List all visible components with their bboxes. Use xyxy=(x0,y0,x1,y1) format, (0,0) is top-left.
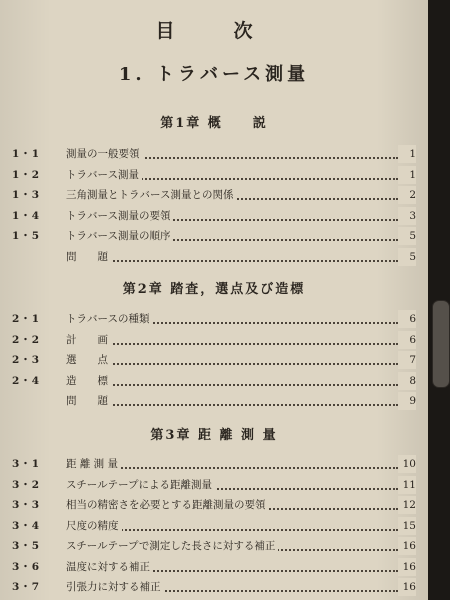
toc-entry xyxy=(12,496,416,514)
toc-entry xyxy=(12,392,416,410)
dot-leader xyxy=(66,260,398,262)
section-title: トラバース測量 xyxy=(66,166,142,184)
toc-entry xyxy=(12,517,416,535)
chapter-heading: 第1章 概 説 xyxy=(160,116,268,131)
section-title: スチールテープで測定した長さに対する補正 xyxy=(66,537,278,555)
page-number: 7 xyxy=(398,351,416,369)
toc-entry xyxy=(12,227,416,245)
toc-entry xyxy=(12,476,416,494)
page-number: 16 xyxy=(398,537,416,555)
section-title: スチールテープによる距離測量 xyxy=(66,476,215,494)
page-number: 8 xyxy=(398,372,416,390)
page-number: 3 xyxy=(398,207,416,225)
section-number: 1・5 xyxy=(12,230,41,242)
dot-leader xyxy=(66,343,398,345)
toc-entry xyxy=(12,207,416,225)
toc-entry xyxy=(12,558,416,576)
section-title: トラバースの種類 xyxy=(66,310,152,328)
section-number: 2・4 xyxy=(12,374,41,387)
toc-entry xyxy=(12,248,416,266)
section-title: 選 点 xyxy=(66,351,111,369)
page-number: 6 xyxy=(398,310,416,328)
section-title: 距 離 測 量 xyxy=(66,455,121,473)
section-title: 相当の精密さを必要とする距離測量の要領 xyxy=(66,496,269,514)
section-number: 3・6 xyxy=(12,560,41,573)
toc-entry xyxy=(12,186,416,204)
dot-leader xyxy=(66,363,398,365)
page-number: 2 xyxy=(398,186,416,204)
section-number: 3・4 xyxy=(12,519,41,532)
page-number: 16 xyxy=(398,558,416,576)
page-number: 9 xyxy=(398,392,416,410)
section-title: 造 標 xyxy=(66,372,111,390)
page-number: 1 xyxy=(398,166,416,184)
section-title: 温度に対する補正 xyxy=(66,558,153,576)
section-number: 3・3 xyxy=(12,499,41,511)
section-number: 1・1 xyxy=(12,148,41,160)
section-number: 3・2 xyxy=(12,478,41,491)
section-number: 1・3 xyxy=(12,189,41,201)
toc-entry xyxy=(12,331,416,349)
toc-entry xyxy=(12,166,416,184)
toc-entry xyxy=(12,455,416,473)
toc-entry xyxy=(12,310,416,328)
section-number: 3・5 xyxy=(12,540,41,552)
chapter-heading: 第2章 踏査，選点及び造標 xyxy=(122,282,306,297)
section-title: 尺度の精度 xyxy=(66,517,122,535)
binder-clip xyxy=(432,300,450,388)
section-number: 3・7 xyxy=(12,581,41,593)
dot-leader xyxy=(66,404,398,406)
toc-entry xyxy=(12,351,416,369)
section-title: トラバース測量の順序 xyxy=(66,227,173,245)
toc-entry xyxy=(12,578,416,596)
section-title: トラバース測量の要領 xyxy=(66,207,173,225)
section-number: 1・4 xyxy=(12,209,41,222)
toc-entry xyxy=(12,372,416,390)
section-title: 計 画 xyxy=(66,331,111,349)
page-number: 12 xyxy=(398,496,416,514)
section-title: 三角測量とトラバース測量との関係 xyxy=(66,186,236,204)
part-heading: 1. トラバース測量 xyxy=(118,64,310,85)
section-number: 2・2 xyxy=(12,333,41,346)
page-number: 16 xyxy=(398,578,416,596)
section-title: 問 題 xyxy=(66,248,111,266)
section-title: 引張力に対する補正 xyxy=(66,578,164,596)
page-number: 10 xyxy=(398,455,416,473)
section-number: 1・2 xyxy=(12,168,41,181)
page-number: 15 xyxy=(398,517,416,535)
page-number: 11 xyxy=(398,476,416,494)
section-title: 問 題 xyxy=(66,392,111,410)
page-number: 6 xyxy=(398,331,416,349)
page-number: 1 xyxy=(398,145,416,163)
toc-entry xyxy=(12,537,416,555)
section-number: 3・1 xyxy=(12,458,41,470)
page-number: 5 xyxy=(398,227,416,245)
toc-entry xyxy=(12,145,416,163)
chapter-heading: 第3章 距 離 測 量 xyxy=(150,428,278,443)
dot-leader xyxy=(66,384,398,386)
section-number: 2・3 xyxy=(12,354,41,366)
section-title: 測量の一般要領 xyxy=(66,145,143,163)
page-title: 目 次 xyxy=(155,20,273,42)
section-number: 2・1 xyxy=(12,313,41,325)
page-number: 5 xyxy=(398,248,416,266)
